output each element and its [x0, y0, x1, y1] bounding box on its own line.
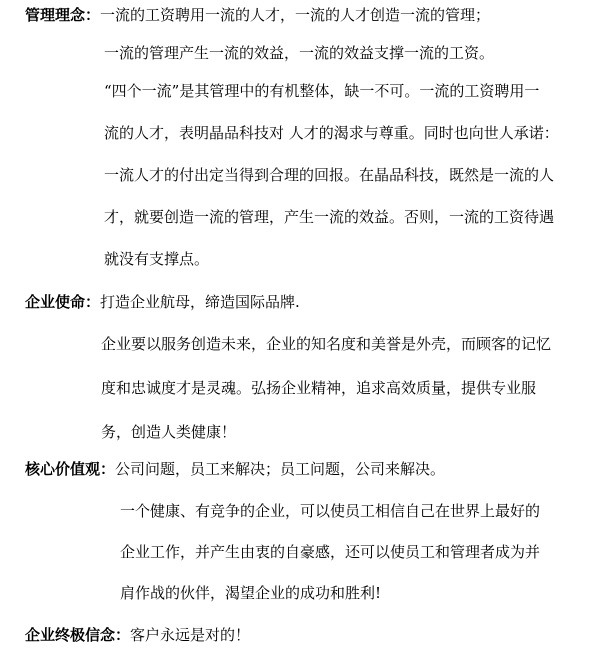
body-line: 一流的管理产生一流的效益，一流的效益支撑一流的工资。 — [104, 44, 495, 62]
section-body — [101, 333, 551, 443]
section-heading-line — [25, 624, 250, 646]
section-label: 核心价值观： — [25, 460, 116, 478]
section-label: 企业使命： — [25, 293, 101, 311]
section-heading-line — [25, 458, 445, 480]
body-line: 一流人才的付出定当得到合理的回报。在晶品科技，既然是一流的人 — [104, 166, 555, 184]
section-body — [104, 42, 559, 270]
body-line: 就没有支撑点。 — [104, 250, 210, 268]
section-heading: 客户永远是对的！ — [130, 626, 251, 644]
body-line: 企业工作，并产生由衷的自豪感，还可以使员工和管理者成为并 — [120, 543, 541, 561]
body-line: 才，就要创造一流的管理，产生一流的效益。否则，一流的工资待遇 — [104, 208, 555, 226]
body-line: 一个健康、有竞争的企业，可以使员工相信自己在世界上最好的 — [120, 502, 541, 520]
section-heading: 公司问题，员工来解决；员工问题，公司来解决。 — [115, 460, 446, 478]
section-body — [120, 500, 540, 604]
body-line: 企业要以服务创造未来，企业的知名度和美誉是外壳，而顾客的记忆 — [101, 335, 552, 353]
body-line: 流的人才，表明晶品科技对 人才的渴求与尊重。同时也向世人承诺： — [104, 124, 559, 142]
body-line: 肩作战的伙伴，渴望企业的成功和胜利! — [120, 584, 382, 602]
section-heading-line — [25, 4, 490, 26]
section-label: 企业终极信念： — [25, 626, 131, 644]
section-heading-line — [25, 291, 300, 313]
section-heading: 打造企业航母，缔造国际品牌. — [100, 293, 300, 311]
section-label: 管理理念： — [25, 6, 101, 24]
body-line: 度和忠诚度才是灵魂。弘扬企业精神，追求高效质量，提供专业服 — [101, 379, 537, 397]
body-line: 务，创造人类健康！ — [101, 423, 237, 441]
section-heading: 一流的工资聘用一流的人才，一流的人才创造一流的管理； — [100, 6, 491, 24]
body-line: “四个一流”是其管理中的有机整体，缺一不可。一流的工资聘用一 — [104, 82, 540, 100]
